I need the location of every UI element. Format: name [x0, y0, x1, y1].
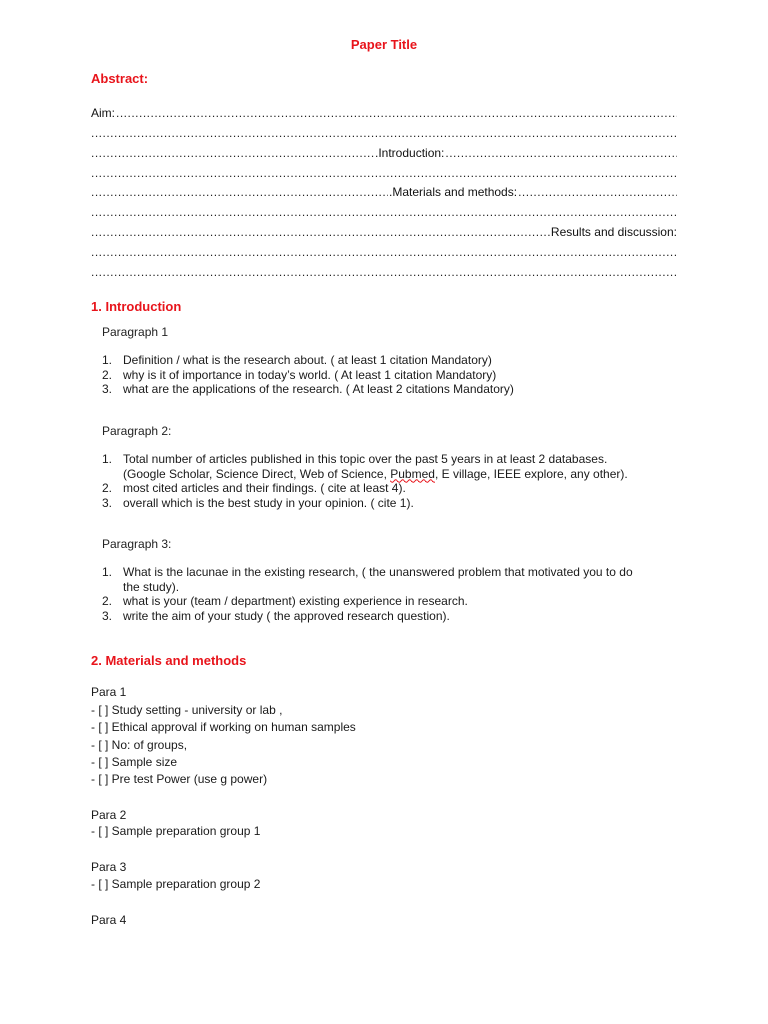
abstract-line-introduction: [91, 146, 677, 161]
materials-heading: 2. Materials and methods: [91, 653, 247, 668]
para-1-label: Para 1: [91, 685, 127, 699]
list-item: - [ ] Study setting - university or lab ,: [91, 703, 283, 717]
para-3-checklist: [91, 876, 260, 893]
para-1-checklist: [91, 702, 356, 788]
para-2-label: Para 2: [91, 808, 127, 822]
paragraph-3-label: Paragraph 3:: [102, 537, 172, 551]
paragraph-1-label: Paragraph 1: [102, 325, 169, 339]
list-item: 2. what is your (team / department) existing experience in research.: [102, 594, 468, 608]
list-item: 1. What is the lacunae in the existing research, ( the unanswered problem that motivated you to do the study).: [102, 565, 633, 594]
abstract-line: [91, 166, 677, 181]
paragraph-2-list: [102, 452, 647, 510]
list-item: - [ ] Ethical approval if working on human samples: [91, 720, 356, 735]
list-item: 3. write the aim of your study ( the approved research question).: [102, 608, 450, 623]
abstract-line: [91, 265, 677, 280]
abstract-line-materials: [91, 185, 677, 200]
abstract-line: [91, 245, 677, 260]
paragraph-2-label: Paragraph 2:: [102, 424, 172, 438]
list-item: - [ ] Sample preparation group 2: [91, 877, 261, 891]
list-item: 2. why is it of importance in today’s world. ( At least 1 citation Mandatory): [102, 367, 497, 382]
abstract-line: [91, 205, 677, 220]
paragraph-3-list: [102, 565, 647, 623]
para-2-checklist: [91, 823, 260, 840]
paper-title: Paper Title: [350, 37, 418, 52]
abstract-heading: Abstract:: [91, 71, 149, 86]
list-item: 1. Definition / what is the research about. ( at least 1 citation Mandatory): [102, 353, 492, 367]
list-item: - [ ] Sample preparation group 1: [91, 824, 261, 838]
list-item: 3. overall which is the best study in your opinion. ( cite 1).: [102, 495, 414, 510]
list-item: 3. what are the applications of the research. ( At least 2 citations Mandatory): [102, 382, 514, 396]
paragraph-1-list: [102, 353, 662, 397]
introduction-heading: 1. Introduction: [91, 299, 182, 314]
abstract-line-results: [91, 225, 677, 240]
abstract-line-aim: [91, 106, 677, 121]
results-label: Results and discussion:: [550, 225, 677, 239]
list-item: 1. Total number of articles published in this topic over the past 5 years in at least 2 databases. (Google Scholar, Science Direct, Web of Science, Pubmed, E village, IEEE explore, any other).: [102, 452, 628, 481]
aim-label: Aim:: [91, 106, 115, 120]
introduction-label: .Introduction:: [375, 146, 445, 160]
list-item: - [ ] Pre test Power (use g power): [91, 772, 268, 787]
list-item: - [ ] Sample size: [91, 754, 178, 769]
list-item: - [ ] No: of groups,: [91, 737, 188, 752]
list-item: 2. most cited articles and their findings. ( cite at least 4).: [102, 481, 406, 495]
para-4-label: Para 4: [91, 913, 127, 927]
materials-label: .Materials and methods:: [389, 185, 518, 199]
para-3-label: Para 3: [91, 860, 127, 874]
spellcheck-word: Pubmed: [390, 466, 435, 481]
abstract-line: [91, 126, 677, 141]
